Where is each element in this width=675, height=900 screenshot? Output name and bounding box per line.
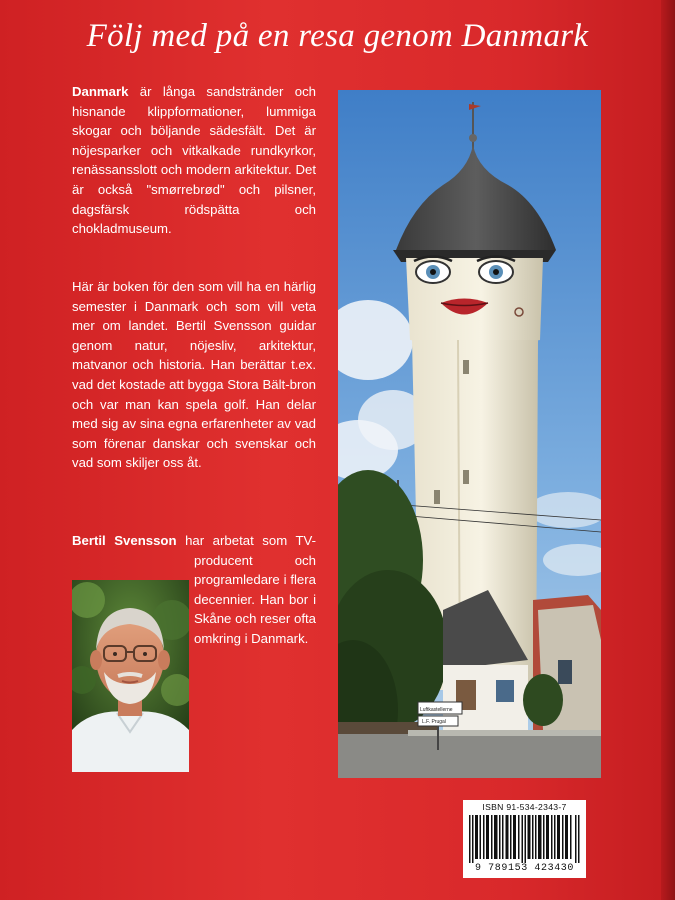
sign-text-2: L.F. Prugal (422, 719, 446, 725)
intro-lead-word: Danmark (72, 84, 129, 99)
author-photo (72, 580, 189, 772)
author-name: Bertil Svensson (72, 533, 177, 548)
sign-text-1: Luftkastellerne (420, 707, 453, 713)
barcode-icon (469, 815, 580, 863)
intro-text: är långa sandstränder och hisnande klippformationer, lummiga skogar och böljande sädesfält. Det är nöjesparker och vitkalkade rundkyrkor, renässansslott och modern arkitektur. Det är också "smørrebrød" och pilsner, dagsfärsk rödspätta och chokladmuseum. (72, 84, 316, 237)
water-tower-illustration (338, 90, 601, 778)
barcode-number: 9 789153 423430 (474, 863, 574, 874)
cover-title: Följ med på en resa genom Danmark (86, 18, 589, 54)
cover-edge (661, 0, 675, 900)
author-bio-line1-text: har arbetat som TV- (176, 533, 316, 548)
isbn-text: ISBN 91-534-2343-7 (482, 802, 567, 812)
water-tower-photo (338, 90, 601, 778)
author-bio-rest-text: producent och programledare i flera decennier. Han bor i Skåne och reser ofta omkring i Danmark. (194, 552, 316, 646)
author-bio-first-line (72, 531, 316, 551)
author-portrait-illustration (72, 580, 189, 772)
description-paragraph: Här är boken för den som vill ha en härlig semester i Danmark och som vill veta mer om landet. Bertil Svensson guidar genom natur, nöjesliv, arkitektur, matvanor och historia. Han berättar t.ex. vad det kostade att bygga Stora Bält-bron och var man kan spela golf. Han delar med sig av sina egna erfarenheter av vad som förenar danskar och svenskar och vad som skiljer oss åt. (72, 279, 316, 471)
barcode-label (463, 800, 586, 878)
intro-paragraph (72, 82, 316, 239)
